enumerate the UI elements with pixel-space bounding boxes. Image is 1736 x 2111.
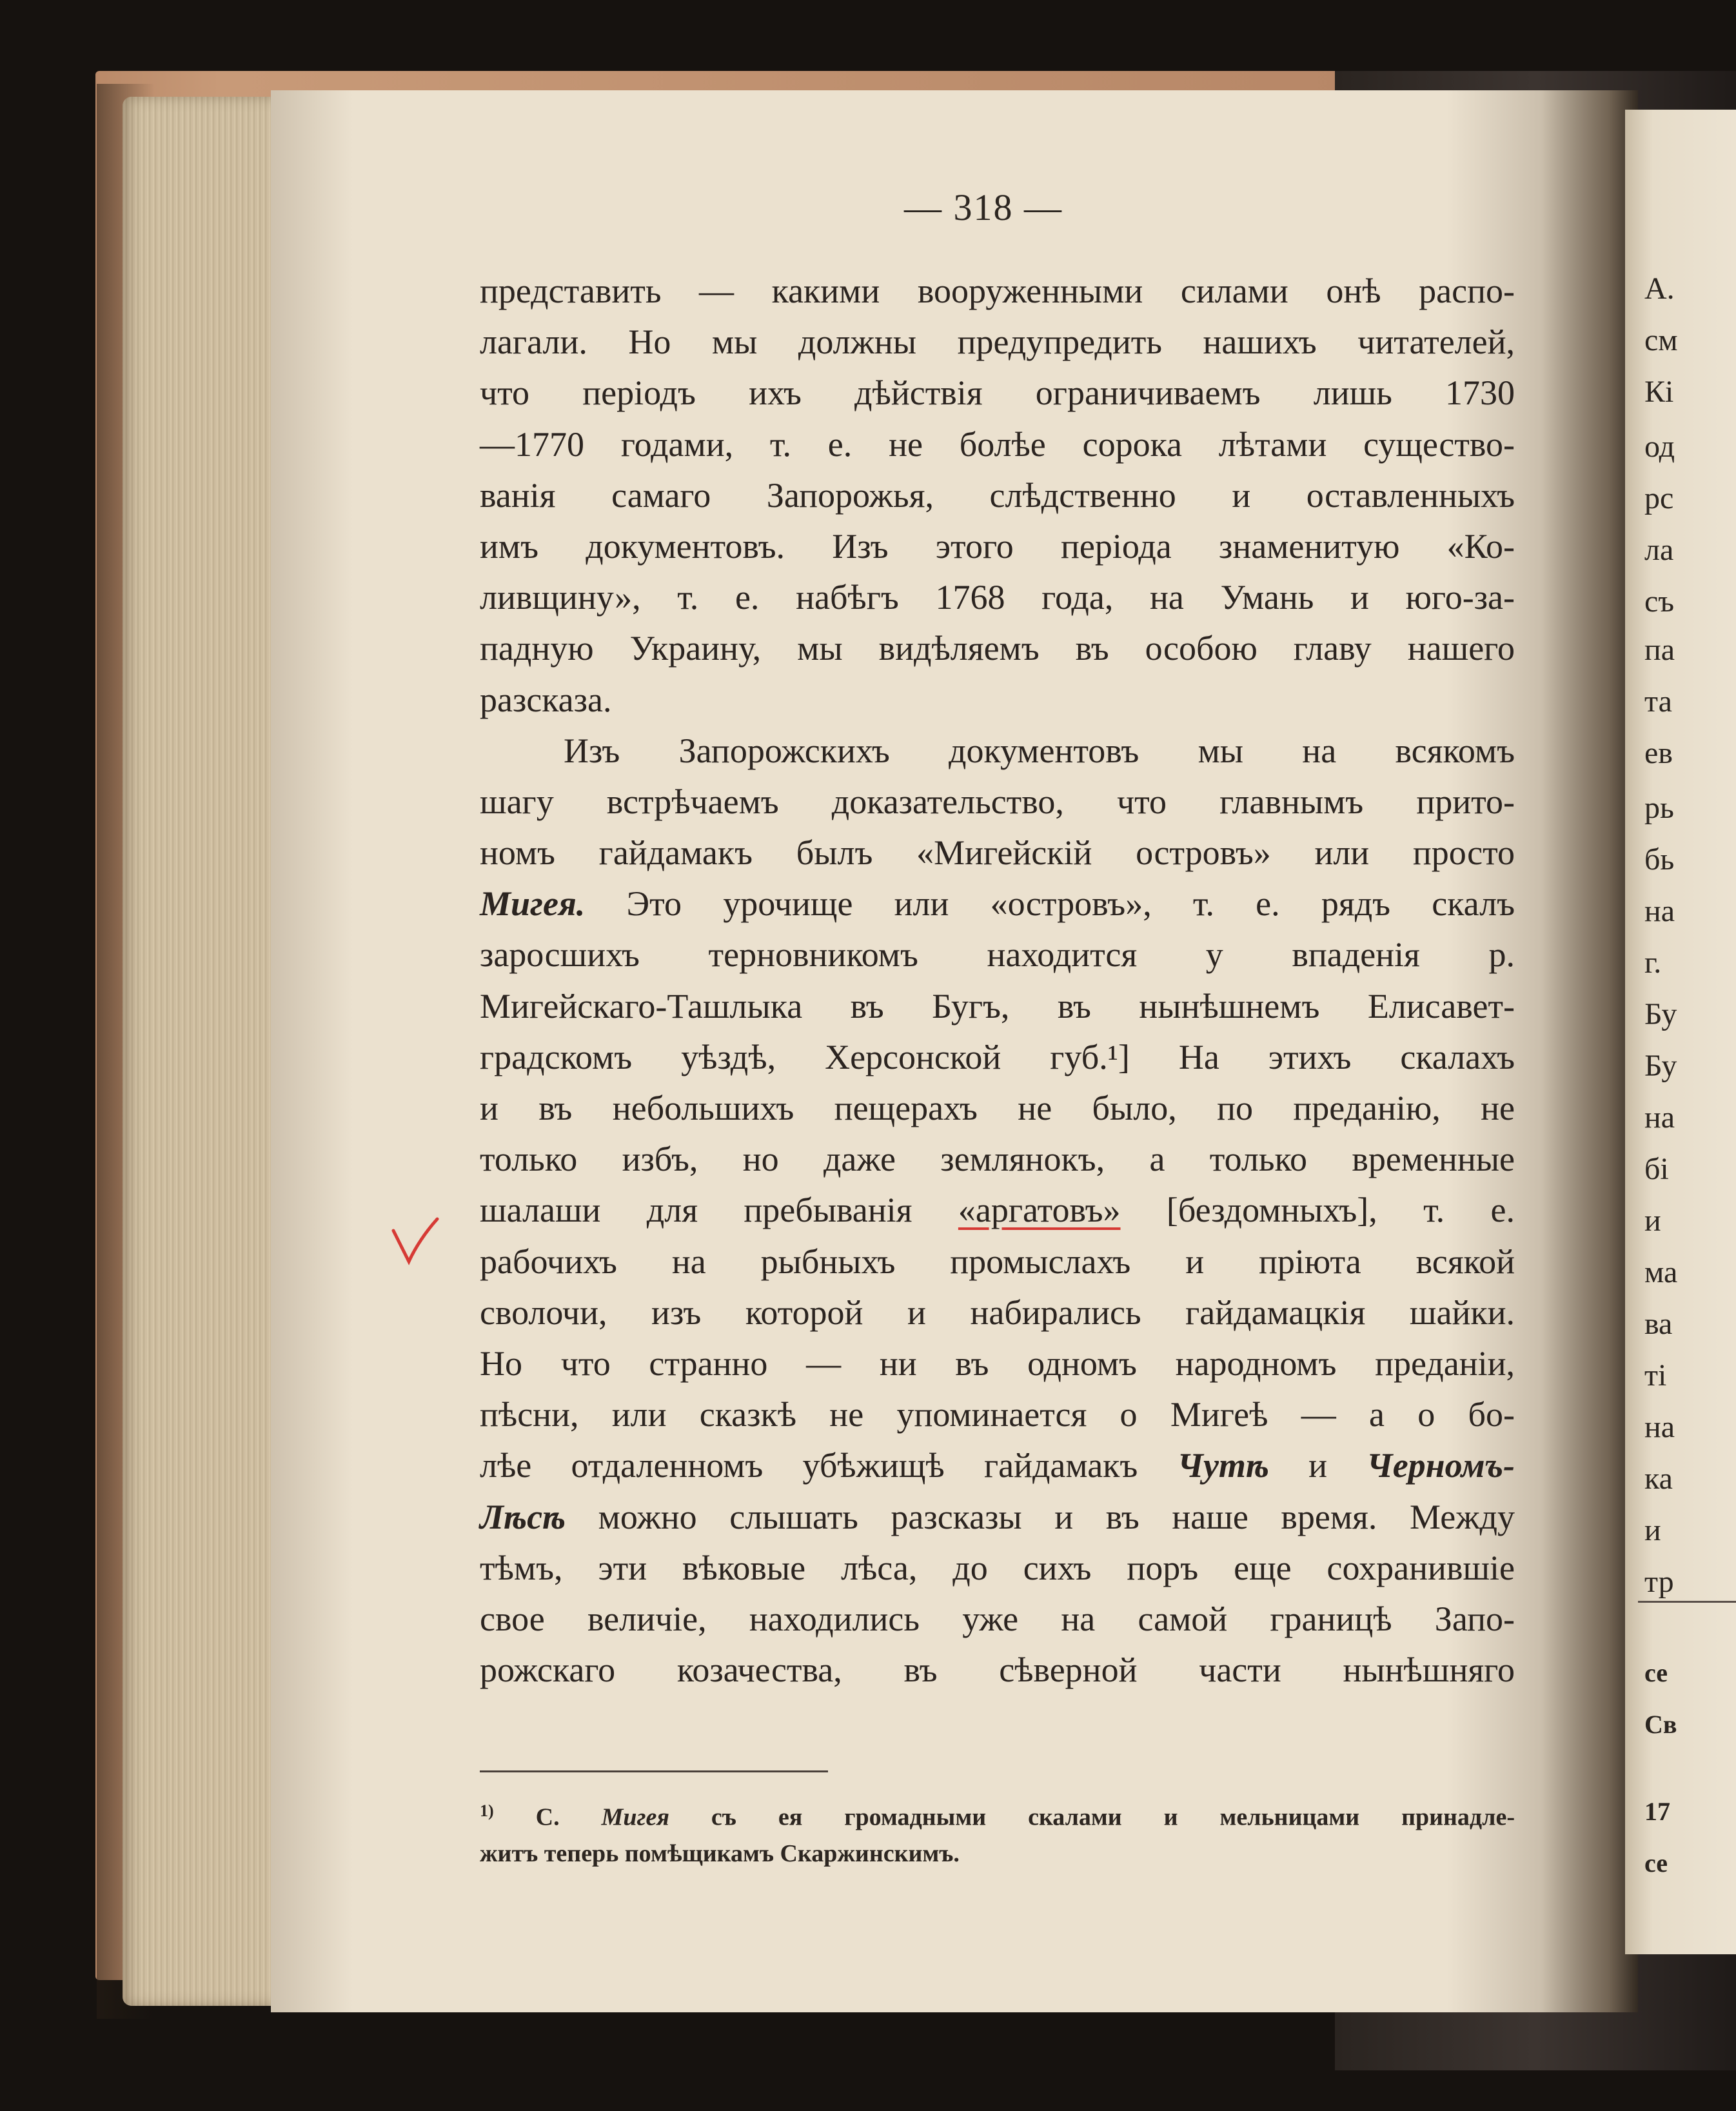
text-line: рабочихъ на рыбныхъ промыслахъ и пріюта всякой [480,1242,1515,1281]
right-page [1625,110,1736,1954]
text-line: представить — какими вооруженными силами онѣ распо- [480,272,1515,310]
right-page-fragment: на [1644,894,1675,928]
text-line [480,1185,1515,1236]
footnote-rule [480,1770,828,1772]
right-page-fragment: ва [1644,1307,1673,1341]
right-page-fragment: тр [1644,1565,1674,1599]
text-line [480,1440,1515,1491]
text-line: пѣсни, или сказкѣ не упоминается о Мигеѣ — а о бо- [480,1395,1515,1434]
right-page-fragment: А. [1644,272,1675,306]
text-fragment: шалаши для пребыванія [480,1191,958,1230]
right-footnote-rule [1638,1601,1736,1603]
right-page-fragment: па [1644,633,1675,667]
right-page-footnote-fragment: се [1644,1848,1668,1878]
right-page-fragment: бі [1644,1152,1669,1186]
page-number: — 318 — [904,186,1063,228]
italic-term: Лѣсѣ [480,1497,566,1536]
text-line: Изъ Запорожскихъ документовъ мы на всякомъ [564,731,1515,770]
right-page-footnote-fragment: Св [1644,1710,1677,1739]
book-page-edges [123,97,290,2006]
right-page-fragment: од [1644,430,1675,464]
text-line: только избъ, но даже землянокъ, а только временные [480,1140,1515,1179]
right-page-fragment: ті [1644,1358,1667,1392]
text-line: падную Украину, мы видѣляемъ въ особою главу нашего [480,629,1515,668]
footnote-text: С. [493,1803,602,1831]
italic-term: Черномъ- [1366,1446,1515,1485]
text-line: тѣмъ, эти вѣковые лѣса, до сихъ поръ еще сохранившіе [480,1548,1515,1587]
right-page-footnote-fragment: се [1644,1658,1668,1687]
text-line: шагу встрѣчаемъ доказательство, что главнымъ прито- [480,782,1515,821]
text-line: ванія самаго Запорожья, слѣдственно и оставленныхъ [480,475,1515,515]
text-line: Мигейскаго-Ташлыка въ Бугъ, въ нынѣшнемъ Елисавет- [480,986,1515,1026]
right-page-fragment: ла [1644,533,1674,567]
text-line: что періодъ ихъ дѣйствія ограничиваемъ лишь 1730 [480,373,1515,413]
text-line [480,1492,1515,1543]
footnote [480,1790,1515,1875]
right-page-fragment: на [1644,1100,1675,1135]
text-line: разсказа. [480,680,612,719]
text-fragment: Это урочище или «островъ», т. е. рядъ скалъ [585,884,1515,924]
italic-term: Мигея. [480,884,586,924]
text-line: свое величіе, находились уже на самой границѣ Запо- [480,1599,1515,1638]
text-fragment: [бездомныхъ], т. е. [1120,1191,1515,1230]
right-page-footnote-fragment: 17 [1644,1797,1670,1826]
underlined-term: «аргатовъ» [958,1191,1121,1230]
right-page-fragment: Кі [1644,375,1674,409]
footnote-line: житъ теперь помѣщикамъ Скаржинскимъ. [480,1840,960,1867]
right-page-fragment: и [1644,1204,1661,1238]
right-page-fragment: ма [1644,1255,1678,1289]
footnote-text: съ ея громадными скалами и мельницами принадле- [669,1803,1515,1831]
text-line: —1770 годами, т. е. не болѣе сорока лѣтами существо- [480,424,1515,464]
right-page-fragment: рс [1644,481,1674,515]
body-text [480,266,1515,1696]
footnote-marker: 1) [480,1801,494,1820]
right-page-fragment: съ [1644,584,1675,619]
text-line: лагали. Но мы должны предупредить нашихъ читателей, [480,322,1515,362]
right-page-fragment: и [1644,1513,1661,1547]
right-page-fragment: рь [1644,791,1674,825]
text-line: сволочи, изъ которой и набирались гайдамацкія шайки. [480,1293,1515,1332]
text-line: и въ небольшихъ пещерахъ не было, по преданію, не [480,1089,1515,1127]
check-mark-icon [390,1215,441,1267]
right-page-fragment: ев [1644,736,1673,770]
italic-term: Чутѣ [1177,1446,1269,1485]
text-line: ливщину», т. е. набѣгъ 1768 года, на Умань и юго-за- [480,578,1515,617]
footnote-emphasis: Мигея [601,1803,669,1831]
right-page-fragment: на [1644,1410,1675,1444]
text-line: градскомъ уѣздѣ, Херсонской губ.¹] На этихъ скалахъ [480,1037,1515,1076]
right-page-fragment: Бу [1644,1049,1677,1083]
text-line: рожскаго козачества, въ сѣверной части нынѣшняго [480,1650,1515,1690]
text-fragment: можно слышать разсказы и въ наше время. Между [566,1497,1515,1536]
right-page-fragment: ка [1644,1462,1673,1496]
footnote-line [480,1790,1515,1832]
text-line [480,878,1515,929]
text-line: номъ гайдамакъ былъ «Мигейскій островъ» или просто [480,833,1515,873]
text-fragment: и [1268,1446,1367,1485]
text-line: имъ документовъ. Изъ этого періода знаменитую «Ко- [480,526,1515,566]
text-line: Но что странно — ни въ одномъ народномъ преданіи, [480,1343,1515,1383]
right-page-fragment: та [1644,684,1672,719]
right-page-fragment: см [1644,323,1678,357]
right-page-fragment: Бу [1644,997,1677,1031]
text-fragment: лѣе отдаленномъ убѣжищѣ гайдамакъ [480,1446,1178,1485]
text-line: заросшихъ терновникомъ находится у впаденія р. [480,935,1515,975]
right-page-fragment: бь [1644,842,1675,877]
book-gutter [1541,90,1638,2012]
right-page-fragment: г. [1644,946,1662,980]
